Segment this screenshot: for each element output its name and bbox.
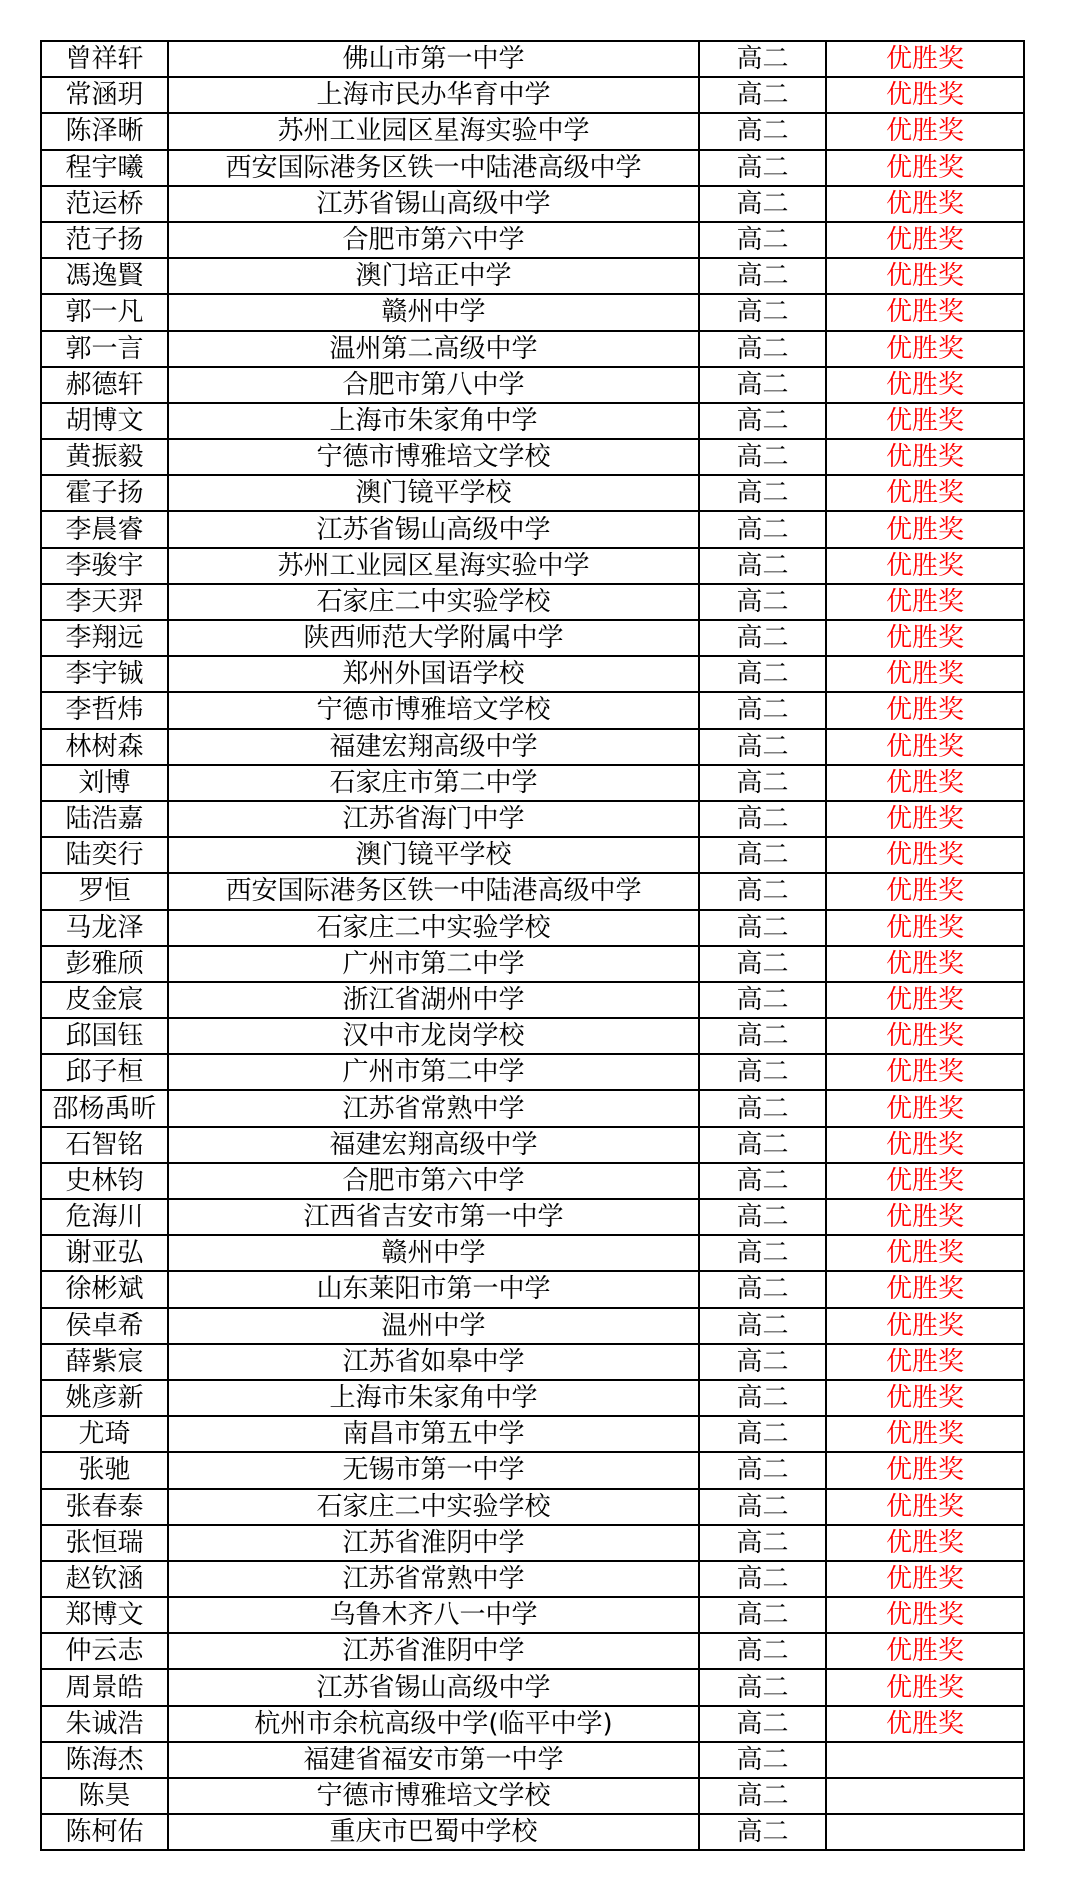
award-cell: 优胜奖 [826, 1308, 1024, 1344]
grade-cell: 高二 [699, 1018, 826, 1054]
grade-cell: 高二 [699, 1090, 826, 1126]
grade-cell: 高二 [699, 511, 826, 547]
award-cell: 优胜奖 [826, 1561, 1024, 1597]
student-name-cell: 李骏宇 [41, 548, 168, 584]
grade-cell: 高二 [699, 41, 826, 77]
award-cell [826, 1778, 1024, 1814]
school-name-cell: 合肥市第八中学 [168, 367, 699, 403]
table-row [41, 1633, 1024, 1669]
school-name-cell: 上海市民办华育中学 [168, 77, 699, 113]
award-cell: 优胜奖 [826, 946, 1024, 982]
student-name-cell: 陈昊 [41, 1778, 168, 1814]
school-name-cell: 江苏省海门中学 [168, 801, 699, 837]
school-name-cell: 佛山市第一中学 [168, 41, 699, 77]
student-name-cell: 胡博文 [41, 403, 168, 439]
award-cell: 优胜奖 [826, 1018, 1024, 1054]
school-name-cell: 合肥市第六中学 [168, 1163, 699, 1199]
award-cell: 优胜奖 [826, 873, 1024, 909]
student-name-cell: 张驰 [41, 1452, 168, 1488]
school-name-cell: 温州中学 [168, 1308, 699, 1344]
student-name-cell: 郭一凡 [41, 294, 168, 330]
school-name-cell: 江苏省锡山高级中学 [168, 511, 699, 547]
table-row [41, 1308, 1024, 1344]
school-name-cell: 江苏省锡山高级中学 [168, 1669, 699, 1705]
school-name-cell: 江苏省锡山高级中学 [168, 186, 699, 222]
grade-cell: 高二 [699, 1235, 826, 1271]
school-name-cell: 合肥市第六中学 [168, 222, 699, 258]
school-name-cell: 石家庄市第二中学 [168, 765, 699, 801]
student-name-cell: 陈泽晰 [41, 113, 168, 149]
grade-cell: 高二 [699, 765, 826, 801]
table-row [41, 1561, 1024, 1597]
table-row [41, 910, 1024, 946]
school-name-cell: 澳门镜平学校 [168, 475, 699, 511]
award-cell: 优胜奖 [826, 186, 1024, 222]
grade-cell: 高二 [699, 1199, 826, 1235]
award-cell: 优胜奖 [826, 584, 1024, 620]
student-name-cell: 林树森 [41, 729, 168, 765]
school-name-cell: 西安国际港务区铁一中陆港高级中学 [168, 873, 699, 909]
table-row [41, 439, 1024, 475]
award-cell: 优胜奖 [826, 294, 1024, 330]
student-name-cell: 常涵玥 [41, 77, 168, 113]
school-name-cell: 上海市朱家角中学 [168, 403, 699, 439]
award-cell: 优胜奖 [826, 1199, 1024, 1235]
award-cell: 优胜奖 [826, 837, 1024, 873]
grade-cell: 高二 [699, 222, 826, 258]
school-name-cell: 江苏省淮阴中学 [168, 1633, 699, 1669]
school-name-cell: 赣州中学 [168, 1235, 699, 1271]
school-name-cell: 广州市第二中学 [168, 1054, 699, 1090]
table-row [41, 1742, 1024, 1778]
school-name-cell: 温州第二高级中学 [168, 331, 699, 367]
table-row [41, 222, 1024, 258]
award-cell: 优胜奖 [826, 620, 1024, 656]
student-name-cell: 朱诚浩 [41, 1706, 168, 1742]
table-row [41, 1452, 1024, 1488]
award-cell [826, 1814, 1024, 1850]
table-row [41, 1127, 1024, 1163]
award-cell: 优胜奖 [826, 1054, 1024, 1090]
school-name-cell: 苏州工业园区星海实验中学 [168, 548, 699, 584]
grade-cell: 高二 [699, 1597, 826, 1633]
award-cell: 优胜奖 [826, 1706, 1024, 1742]
school-name-cell: 广州市第二中学 [168, 946, 699, 982]
school-name-cell: 陕西师范大学附属中学 [168, 620, 699, 656]
table-row [41, 982, 1024, 1018]
grade-cell: 高二 [699, 1380, 826, 1416]
grade-cell: 高二 [699, 113, 826, 149]
table-row [41, 729, 1024, 765]
school-name-cell: 江苏省常熟中学 [168, 1561, 699, 1597]
student-name-cell: 徐彬斌 [41, 1271, 168, 1307]
grade-cell: 高二 [699, 1308, 826, 1344]
grade-cell: 高二 [699, 801, 826, 837]
school-name-cell: 宁德市博雅培文学校 [168, 439, 699, 475]
student-name-cell: 张恒瑞 [41, 1525, 168, 1561]
table-row [41, 548, 1024, 584]
award-list-body [41, 41, 1024, 1850]
student-name-cell: 李天羿 [41, 584, 168, 620]
table-row [41, 692, 1024, 728]
table-row [41, 1778, 1024, 1814]
grade-cell: 高二 [699, 294, 826, 330]
grade-cell: 高二 [699, 1416, 826, 1452]
award-cell: 优胜奖 [826, 1235, 1024, 1271]
student-name-cell: 范运桥 [41, 186, 168, 222]
grade-cell: 高二 [699, 1127, 826, 1163]
school-name-cell: 江西省吉安市第一中学 [168, 1199, 699, 1235]
award-cell: 优胜奖 [826, 1452, 1024, 1488]
school-name-cell: 江苏省淮阴中学 [168, 1525, 699, 1561]
grade-cell: 高二 [699, 1525, 826, 1561]
student-name-cell: 皮金宸 [41, 982, 168, 1018]
award-cell: 优胜奖 [826, 41, 1024, 77]
school-name-cell: 汉中市龙岗学校 [168, 1018, 699, 1054]
student-name-cell: 陆奕行 [41, 837, 168, 873]
school-name-cell: 宁德市博雅培文学校 [168, 692, 699, 728]
table-row [41, 511, 1024, 547]
table-row [41, 1706, 1024, 1742]
grade-cell: 高二 [699, 548, 826, 584]
student-name-cell: 陈柯佑 [41, 1814, 168, 1850]
table-row [41, 1054, 1024, 1090]
student-name-cell: 侯卓希 [41, 1308, 168, 1344]
grade-cell: 高二 [699, 1669, 826, 1705]
award-cell: 优胜奖 [826, 1090, 1024, 1126]
table-row [41, 77, 1024, 113]
table-row [41, 475, 1024, 511]
student-name-cell: 李翔远 [41, 620, 168, 656]
school-name-cell: 澳门镜平学校 [168, 837, 699, 873]
school-name-cell: 赣州中学 [168, 294, 699, 330]
student-name-cell: 郭一言 [41, 331, 168, 367]
grade-cell: 高二 [699, 873, 826, 909]
award-cell: 优胜奖 [826, 765, 1024, 801]
student-name-cell: 李宇铖 [41, 656, 168, 692]
award-cell: 优胜奖 [826, 1416, 1024, 1452]
school-name-cell: 南昌市第五中学 [168, 1416, 699, 1452]
school-name-cell: 江苏省如皋中学 [168, 1344, 699, 1380]
school-name-cell: 重庆市巴蜀中学校 [168, 1814, 699, 1850]
award-cell [826, 1742, 1024, 1778]
student-name-cell: 赵钦涵 [41, 1561, 168, 1597]
award-cell: 优胜奖 [826, 1380, 1024, 1416]
grade-cell: 高二 [699, 656, 826, 692]
school-name-cell: 西安国际港务区铁一中陆港高级中学 [168, 150, 699, 186]
award-cell: 优胜奖 [826, 222, 1024, 258]
award-cell: 优胜奖 [826, 367, 1024, 403]
table-row [41, 113, 1024, 149]
table-row [41, 1525, 1024, 1561]
student-name-cell: 史林钧 [41, 1163, 168, 1199]
student-name-cell: 仲云志 [41, 1633, 168, 1669]
grade-cell: 高二 [699, 1054, 826, 1090]
table-row [41, 294, 1024, 330]
student-name-cell: 尤琦 [41, 1416, 168, 1452]
school-name-cell: 山东莱阳市第一中学 [168, 1271, 699, 1307]
student-name-cell: 周景皓 [41, 1669, 168, 1705]
table-row [41, 403, 1024, 439]
student-name-cell: 馮逸賢 [41, 258, 168, 294]
grade-cell: 高二 [699, 910, 826, 946]
grade-cell: 高二 [699, 692, 826, 728]
grade-cell: 高二 [699, 982, 826, 1018]
student-name-cell: 邱国钰 [41, 1018, 168, 1054]
award-cell: 优胜奖 [826, 403, 1024, 439]
school-name-cell: 郑州外国语学校 [168, 656, 699, 692]
student-name-cell: 石智铭 [41, 1127, 168, 1163]
table-row [41, 367, 1024, 403]
table-row [41, 1814, 1024, 1850]
school-name-cell: 浙江省湖州中学 [168, 982, 699, 1018]
table-row [41, 1380, 1024, 1416]
student-name-cell: 郝德轩 [41, 367, 168, 403]
award-cell: 优胜奖 [826, 1163, 1024, 1199]
award-cell: 优胜奖 [826, 113, 1024, 149]
award-cell: 优胜奖 [826, 331, 1024, 367]
school-name-cell: 杭州市余杭高级中学(临平中学) [168, 1706, 699, 1742]
award-cell: 优胜奖 [826, 656, 1024, 692]
table-row [41, 1489, 1024, 1525]
award-cell: 优胜奖 [826, 1525, 1024, 1561]
school-name-cell: 上海市朱家角中学 [168, 1380, 699, 1416]
award-cell: 优胜奖 [826, 1633, 1024, 1669]
award-cell: 优胜奖 [826, 1127, 1024, 1163]
student-name-cell: 危海川 [41, 1199, 168, 1235]
award-cell: 优胜奖 [826, 1344, 1024, 1380]
table-row [41, 1235, 1024, 1271]
table-row [41, 873, 1024, 909]
school-name-cell: 福建宏翔高级中学 [168, 1127, 699, 1163]
grade-cell: 高二 [699, 439, 826, 475]
student-name-cell: 程宇曦 [41, 150, 168, 186]
table-row [41, 837, 1024, 873]
grade-cell: 高二 [699, 258, 826, 294]
table-row [41, 584, 1024, 620]
school-name-cell: 江苏省常熟中学 [168, 1090, 699, 1126]
table-row [41, 946, 1024, 982]
student-name-cell: 谢亚弘 [41, 1235, 168, 1271]
award-cell: 优胜奖 [826, 77, 1024, 113]
student-name-cell: 刘博 [41, 765, 168, 801]
table-row [41, 150, 1024, 186]
grade-cell: 高二 [699, 946, 826, 982]
award-cell: 优胜奖 [826, 258, 1024, 294]
award-cell: 优胜奖 [826, 982, 1024, 1018]
student-name-cell: 李哲炜 [41, 692, 168, 728]
grade-cell: 高二 [699, 1163, 826, 1199]
school-name-cell: 宁德市博雅培文学校 [168, 1778, 699, 1814]
grade-cell: 高二 [699, 77, 826, 113]
grade-cell: 高二 [699, 1742, 826, 1778]
table-row [41, 1163, 1024, 1199]
table-row [41, 801, 1024, 837]
award-cell: 优胜奖 [826, 150, 1024, 186]
grade-cell: 高二 [699, 403, 826, 439]
school-name-cell: 苏州工业园区星海实验中学 [168, 113, 699, 149]
student-name-cell: 陈海杰 [41, 1742, 168, 1778]
student-name-cell: 邵杨禹昕 [41, 1090, 168, 1126]
school-name-cell: 福建省福安市第一中学 [168, 1742, 699, 1778]
award-cell: 优胜奖 [826, 548, 1024, 584]
student-name-cell: 邱子桓 [41, 1054, 168, 1090]
award-list-table [40, 40, 1025, 1851]
table-row [41, 1416, 1024, 1452]
student-name-cell: 陆浩嘉 [41, 801, 168, 837]
table-row [41, 620, 1024, 656]
student-name-cell: 郑博文 [41, 1597, 168, 1633]
grade-cell: 高二 [699, 620, 826, 656]
school-name-cell: 澳门培正中学 [168, 258, 699, 294]
grade-cell: 高二 [699, 1814, 826, 1850]
table-row [41, 186, 1024, 222]
student-name-cell: 曾祥轩 [41, 41, 168, 77]
table-row [41, 331, 1024, 367]
grade-cell: 高二 [699, 729, 826, 765]
student-name-cell: 黄振毅 [41, 439, 168, 475]
award-cell: 优胜奖 [826, 475, 1024, 511]
school-name-cell: 石家庄二中实验学校 [168, 910, 699, 946]
grade-cell: 高二 [699, 150, 826, 186]
grade-cell: 高二 [699, 837, 826, 873]
award-cell: 优胜奖 [826, 1669, 1024, 1705]
award-cell: 优胜奖 [826, 1597, 1024, 1633]
award-cell: 优胜奖 [826, 439, 1024, 475]
student-name-cell: 霍子扬 [41, 475, 168, 511]
table-row [41, 41, 1024, 77]
school-name-cell: 乌鲁木齐八一中学 [168, 1597, 699, 1633]
table-row [41, 1018, 1024, 1054]
grade-cell: 高二 [699, 1489, 826, 1525]
grade-cell: 高二 [699, 1561, 826, 1597]
table-row [41, 1199, 1024, 1235]
student-name-cell: 罗恒 [41, 873, 168, 909]
table-row [41, 765, 1024, 801]
school-name-cell: 福建宏翔高级中学 [168, 729, 699, 765]
grade-cell: 高二 [699, 367, 826, 403]
award-cell: 优胜奖 [826, 1271, 1024, 1307]
award-cell: 优胜奖 [826, 729, 1024, 765]
grade-cell: 高二 [699, 186, 826, 222]
table-row [41, 1597, 1024, 1633]
grade-cell: 高二 [699, 1778, 826, 1814]
grade-cell: 高二 [699, 331, 826, 367]
student-name-cell: 马龙泽 [41, 910, 168, 946]
grade-cell: 高二 [699, 475, 826, 511]
school-name-cell: 石家庄二中实验学校 [168, 1489, 699, 1525]
table-row [41, 1669, 1024, 1705]
student-name-cell: 张春泰 [41, 1489, 168, 1525]
student-name-cell: 薛紫宸 [41, 1344, 168, 1380]
student-name-cell: 李晨睿 [41, 511, 168, 547]
grade-cell: 高二 [699, 1706, 826, 1742]
award-cell: 优胜奖 [826, 1489, 1024, 1525]
grade-cell: 高二 [699, 1271, 826, 1307]
award-cell: 优胜奖 [826, 511, 1024, 547]
table-row [41, 656, 1024, 692]
grade-cell: 高二 [699, 584, 826, 620]
school-name-cell: 无锡市第一中学 [168, 1452, 699, 1488]
school-name-cell: 石家庄二中实验学校 [168, 584, 699, 620]
award-cell: 优胜奖 [826, 910, 1024, 946]
student-name-cell: 彭雅颀 [41, 946, 168, 982]
table-row [41, 1090, 1024, 1126]
award-cell: 优胜奖 [826, 801, 1024, 837]
grade-cell: 高二 [699, 1452, 826, 1488]
table-row [41, 1344, 1024, 1380]
table-row [41, 258, 1024, 294]
grade-cell: 高二 [699, 1633, 826, 1669]
table-row [41, 1271, 1024, 1307]
award-cell: 优胜奖 [826, 692, 1024, 728]
student-name-cell: 姚彦新 [41, 1380, 168, 1416]
grade-cell: 高二 [699, 1344, 826, 1380]
student-name-cell: 范子扬 [41, 222, 168, 258]
